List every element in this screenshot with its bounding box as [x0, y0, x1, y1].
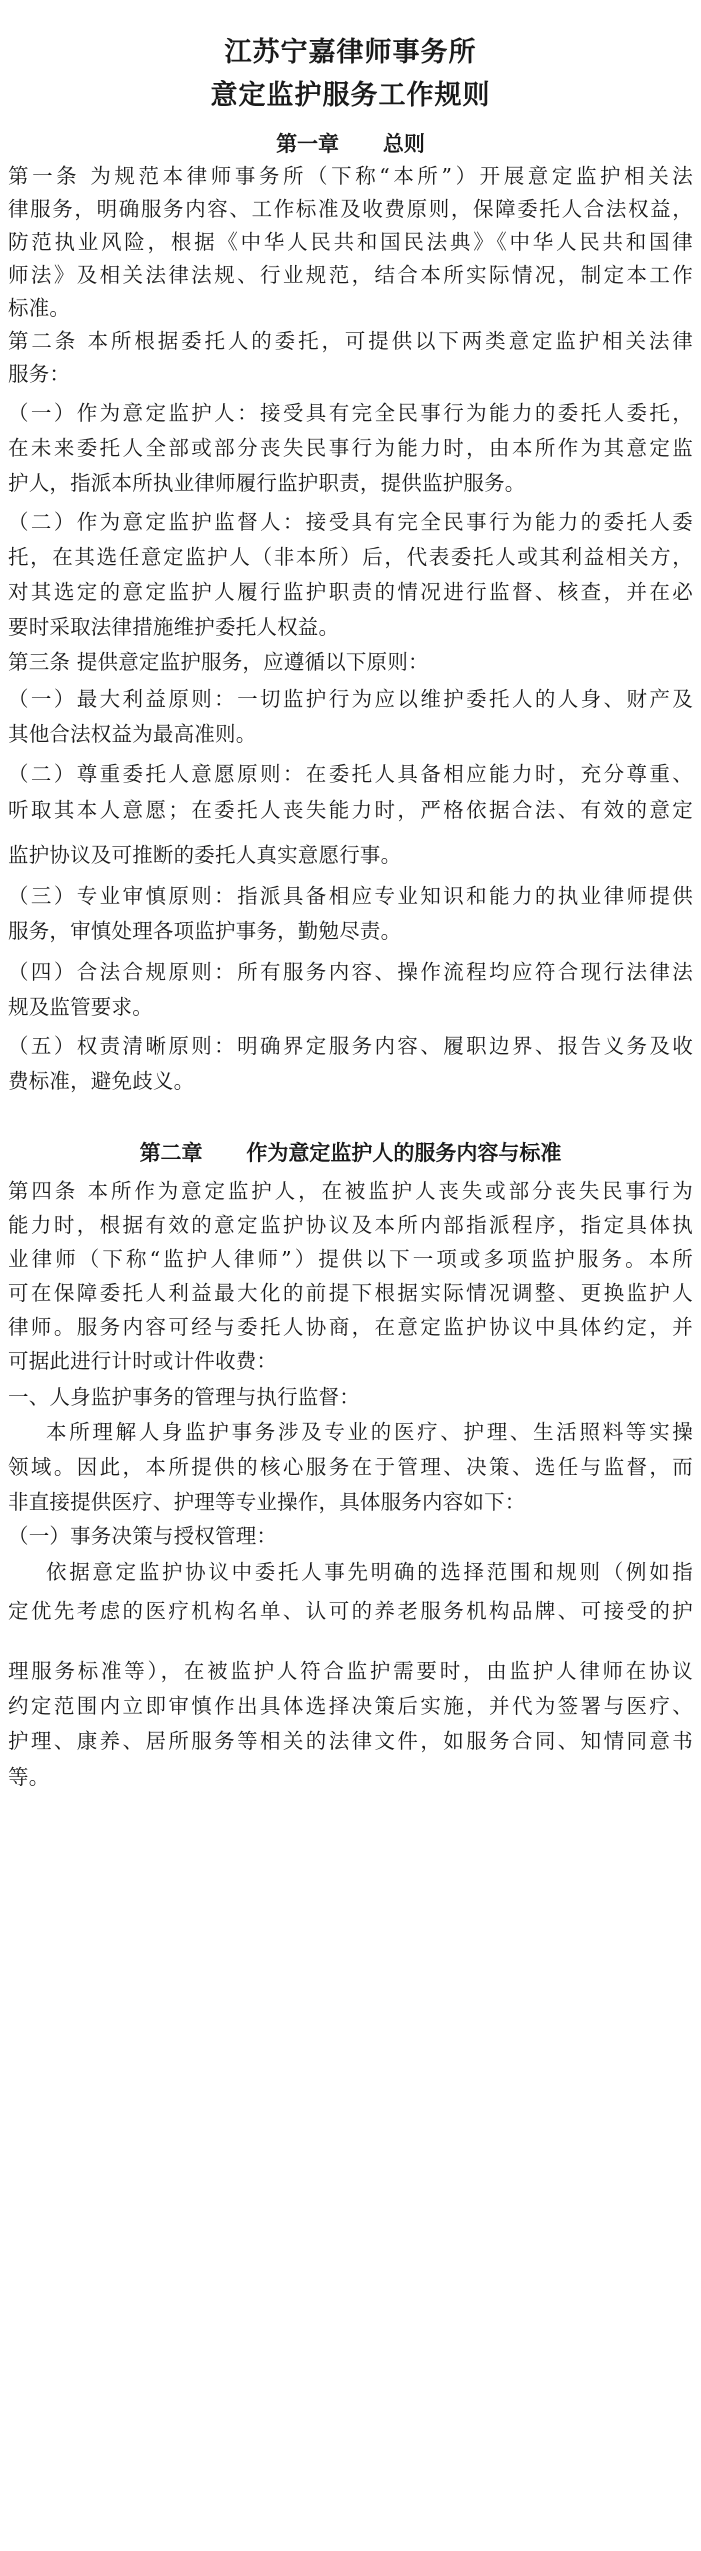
subsection-1-para-line-4: 约定范围内立即审慎作出具体选择决策后实施，并代为签署与医疗、 [8, 1694, 693, 1718]
article-2-line-1: 第二条 本所根据委托人的委托，可提供以下两类意定监护相关法律 [8, 329, 693, 353]
article-3-item-3-line-2: 服务，审慎处理各项监护事务，勤勉尽责。 [8, 919, 402, 943]
article-1-line-2: 律服务，明确服务内容、工作标准及收费原则，保障委托人合法权益， [8, 197, 693, 221]
article-1-line-5: 标准。 [8, 296, 71, 320]
article-3-item-4-line-1: （四）合法合规原则：所有服务内容、操作流程均应符合现行法律法 [8, 960, 693, 984]
article-2-line-2: 服务： [8, 362, 71, 386]
subsection-1-heading: （一）事务决策与授权管理： [8, 1524, 278, 1548]
article-2-item-1-line-2: 在未来委托人全部或部分丧失民事行为能力时，由本所作为其意定监 [8, 436, 693, 460]
article-3-line-1: 第三条 提供意定监护服务，应遵循以下原则： [8, 650, 429, 674]
section-1-heading: 一、人身监护事务的管理与执行监督： [8, 1385, 360, 1409]
article-3-item-2-line-2: 听取其本人意愿；在委托人丧失能力时，严格依据合法、有效的意定 [8, 798, 693, 822]
article-4-line-6: 可据此进行计时或计件收费： [8, 1349, 278, 1373]
section-1-para-line-3: 非直接提供医疗、护理等专业操作，具体服务内容如下： [8, 1490, 526, 1514]
article-4-line-5: 律师。服务内容可经与委托人协商，在意定监护协议中具体约定，并 [8, 1315, 693, 1339]
article-2-item-2-line-1: （二）作为意定监护监督人：接受具有完全民事行为能力的委托人委 [8, 510, 693, 534]
article-4-line-2: 能力时，根据有效的意定监护协议及本所内部指派程序，指定具体执 [8, 1213, 693, 1237]
chapter-2-heading: 第二章 作为意定监护人的服务内容与标准 [139, 1141, 562, 1165]
section-1-para-line-2: 领域。因此，本所提供的核心服务在于管理、决策、选任与监督，而 [8, 1455, 693, 1479]
article-3-item-3-line-1: （三）专业审慎原则：指派具备相应专业知识和能力的执业律师提供 [8, 884, 693, 908]
article-2-item-2-line-2: 托，在其选任意定监护人（非本所）后，代表委托人或其利益相关方， [8, 545, 693, 569]
document-title-firm: 江苏宁嘉律师事务所 [224, 37, 477, 68]
chapter-1-heading: 第一章 总则 [276, 132, 425, 156]
article-2-item-1-line-3: 护人，指派本所执业律师履行监护职责，提供监护服务。 [8, 471, 526, 495]
article-3-item-2-line-1: （二）尊重委托人意愿原则：在委托人具备相应能力时，充分尊重、 [8, 762, 693, 786]
section-1-para-line-1: 本所理解人身监护事务涉及专业的医疗、护理、生活照料等实操 [46, 1420, 693, 1444]
document-title-rules: 意定监护服务工作规则 [210, 80, 491, 111]
article-3-item-1-line-1: （一）最大利益原则：一切监护行为应以维护委托人的人身、财产及 [8, 687, 693, 711]
article-2-item-2-line-4: 要时采取法律措施维护委托人权益。 [8, 615, 340, 639]
article-3-item-2-line-3: 监护协议及可推断的委托人真实意愿行事。 [8, 843, 402, 867]
article-4-line-3: 业律师（下称“监护人律师”）提供以下一项或多项监护服务。本所 [8, 1247, 693, 1271]
article-4-line-4: 可在保障委托人利益最大化的前提下根据实际情况调整、更换监护人 [8, 1281, 693, 1305]
article-4-line-1: 第四条 本所作为意定监护人，在被监护人丧失或部分丧失民事行为 [8, 1179, 693, 1203]
article-3-item-5-line-2: 费标准，避免歧义。 [8, 1069, 195, 1093]
subsection-1-para-line-3: 理服务标准等），在被监护人符合监护需要时，由监护人律师在协议 [8, 1659, 693, 1683]
subsection-1-para-line-1: 依据意定监护协议中委托人事先明确的选择范围和规则（例如指 [46, 1560, 693, 1584]
article-3-item-4-line-2: 规及监管要求。 [8, 995, 153, 1019]
article-2-item-2-line-3: 对其选定的意定监护人履行监护职责的情况进行监督、核查，并在必 [8, 580, 693, 604]
article-3-item-1-line-2: 其他合法权益为最高准则。 [8, 722, 257, 746]
subsection-1-para-line-6: 等。 [8, 1765, 50, 1789]
article-1-line-4: 师法》及相关法律法规、行业规范，结合本所实际情况，制定本工作 [8, 263, 693, 287]
subsection-1-para-line-5: 护理、康养、居所服务等相关的法律文件，如服务合同、知情同意书 [8, 1729, 693, 1753]
article-2-item-1-line-1: （一）作为意定监护人：接受具有完全民事行为能力的委托人委托， [8, 401, 693, 425]
subsection-1-para-line-2: 定优先考虑的医疗机构名单、认可的养老服务机构品牌、可接受的护 [8, 1599, 693, 1623]
article-3-item-5-line-1: （五）权责清晰原则：明确界定服务内容、履职边界、报告义务及收 [8, 1034, 693, 1058]
article-1-line-1: 第一条 为规范本律师事务所（下称“本所”）开展意定监护相关法 [8, 164, 693, 188]
article-1-line-3: 防范执业风险，根据《中华人民共和国民法典》《中华人民共和国律 [8, 230, 693, 254]
